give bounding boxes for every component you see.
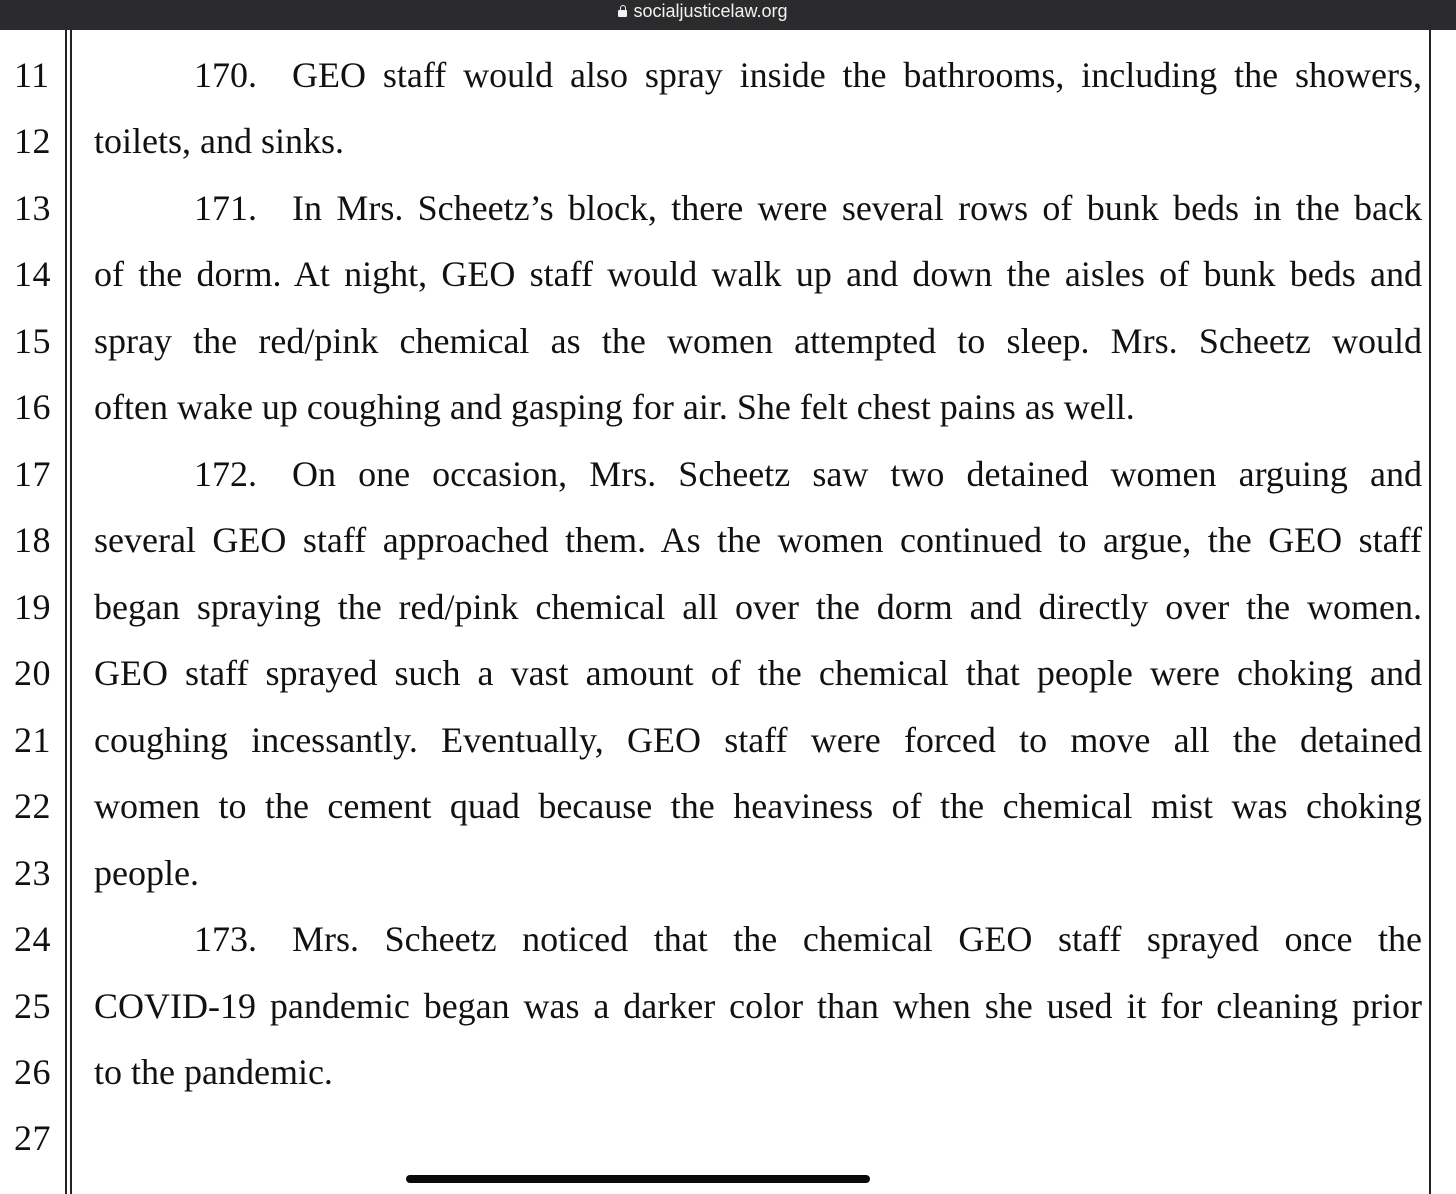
line-number: 13 — [14, 188, 51, 228]
paragraph-text: Mrs. Scheetz noticed that the chemical GEO staff sprayed once the — [292, 919, 1422, 959]
line-number: 25 — [14, 986, 51, 1026]
line-number: 11 — [14, 55, 50, 95]
line-number: 16 — [14, 387, 51, 427]
paragraph-172-line: began spraying the red/pink chemical all over the dorm and directly over the women. — [94, 587, 1422, 627]
paragraph-text: On one occasion, Mrs. Scheetz saw two detained women arguing and — [292, 454, 1422, 494]
paragraph-173-line: to the pandemic. — [94, 1052, 333, 1092]
browser-url-bar[interactable] — [0, 0, 1456, 30]
paragraph-172-line: coughing incessantly. Eventually, GEO staff were forced to move all the detained — [94, 720, 1422, 760]
home-indicator[interactable] — [406, 1175, 870, 1183]
paragraph-172-line — [94, 454, 1422, 494]
paragraph-172-line: several GEO staff approached them. As the women continued to argue, the GEO staff — [94, 520, 1422, 560]
paragraph-170-line: toilets, and sinks. — [94, 121, 344, 161]
paragraph-172-line: people. — [94, 853, 199, 893]
line-number: 12 — [14, 121, 51, 161]
url-display[interactable] — [618, 1, 787, 22]
paragraph-number: 172. — [194, 454, 257, 494]
paragraph-171-line — [94, 188, 1422, 228]
paragraph-171-line: of the dorm. At night, GEO staff would walk up and down the aisles of bunk beds and — [94, 254, 1422, 294]
left-margin-rule-inner — [70, 30, 72, 1194]
paragraph-172-line: women to the cement quad because the heaviness of the chemical mist was choking — [94, 786, 1422, 826]
line-number: 26 — [14, 1052, 51, 1092]
url-text: socialjusticelaw.org — [633, 0, 788, 21]
line-number: 19 — [14, 587, 51, 627]
paragraph-173-line — [94, 919, 1422, 959]
line-number: 22 — [14, 786, 51, 826]
left-margin-rule-outer — [65, 30, 67, 1194]
paragraph-171-line: spray the red/pink chemical as the women attempted to sleep. Mrs. Scheetz would — [94, 321, 1422, 361]
paragraph-number: 171. — [194, 188, 257, 228]
paragraph-172-line: GEO staff sprayed such a vast amount of the chemical that people were choking and — [94, 653, 1422, 693]
line-number: 27 — [14, 1118, 51, 1158]
paragraph-173-line: COVID-19 pandemic began was a darker color than when she used it for cleaning prior — [94, 986, 1422, 1026]
line-number: 17 — [14, 454, 51, 494]
right-margin-rule — [1429, 30, 1431, 1194]
line-number: 15 — [14, 321, 51, 361]
line-number: 24 — [14, 919, 51, 959]
paragraph-number: 173. — [194, 919, 257, 959]
line-number: 14 — [14, 254, 51, 294]
lock-icon — [618, 5, 627, 17]
paragraph-text: GEO staff would also spray inside the bathrooms, including the showers, — [292, 55, 1422, 95]
paragraph-number: 170. — [194, 55, 257, 95]
paragraph-171-line: often wake up coughing and gasping for air. She felt chest pains as well. — [94, 387, 1135, 427]
line-number: 18 — [14, 520, 51, 560]
line-number: 20 — [14, 653, 51, 693]
line-number: 23 — [14, 853, 51, 893]
paragraph-text: In Mrs. Scheetz’s block, there were several rows of bunk beds in the back — [292, 188, 1422, 228]
paragraph-170-line — [94, 55, 1422, 95]
line-number: 21 — [14, 720, 51, 760]
